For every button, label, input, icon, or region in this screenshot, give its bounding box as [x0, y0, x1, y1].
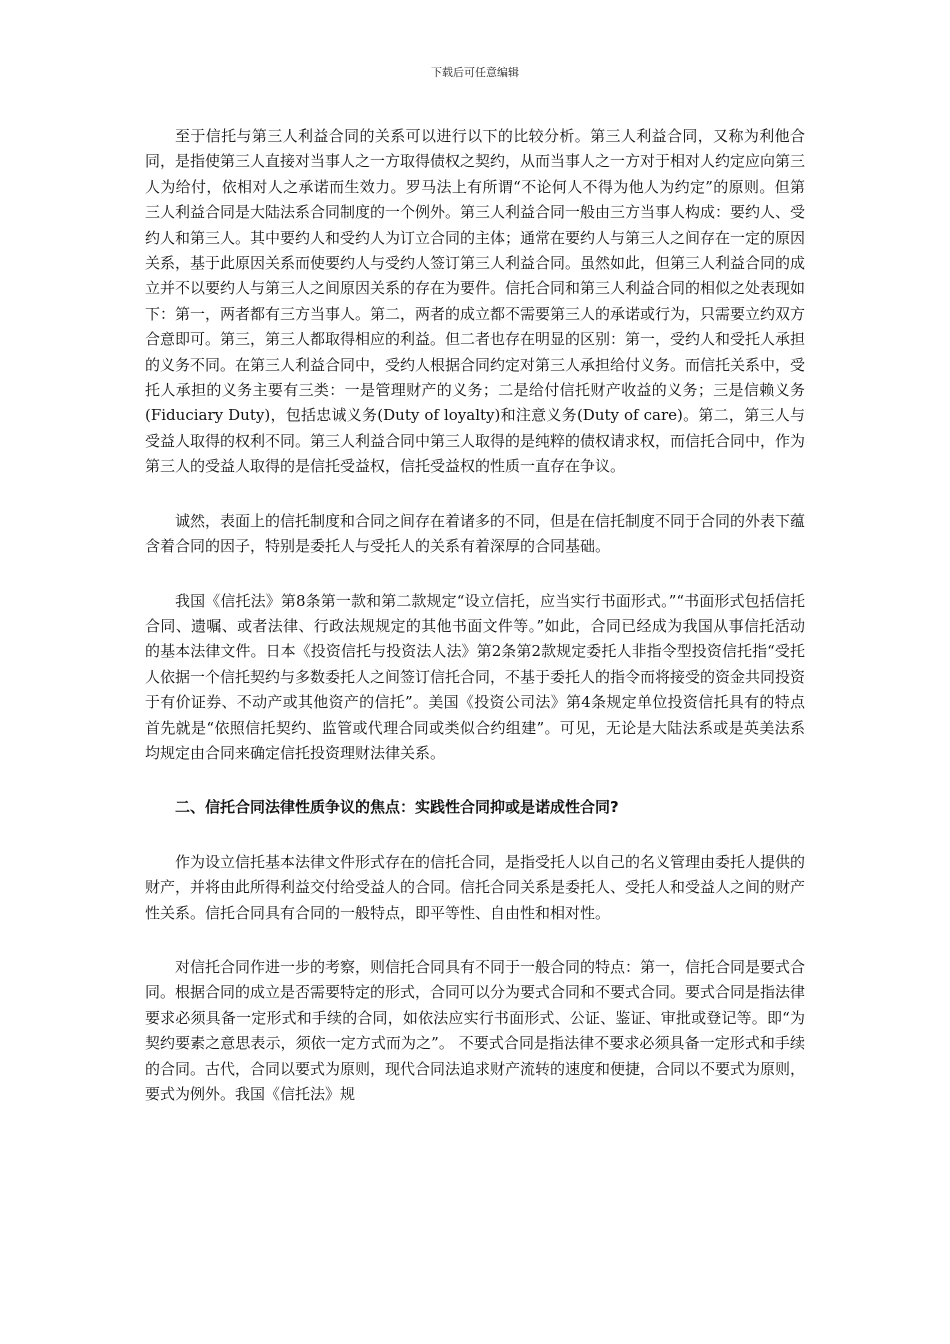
paragraph-third-party-contract: 至于信托与第三人利益合同的关系可以进行以下的比较分析。第三人利益合同，又称为利他合同，是指使第三人直接对当事人之一方取得债权之契约，从而当事人之一方对于相对人约定应向第三人为给付，依相对人之承诺而生效力。罗马法上有所谓“不论何人不得为他人为约定”的原则。但第三人利益合同是大陆法系合同制度的一个例外。第三人利益合同一般由三方当事人构成：要约人、受约人和第三人。其中要约人和受约人为订立合同的主体；通常在要约人与第三人之间存在一定的原因关系，基于此原因关系而使要约人与受约人签订第三人利益合同。虽然如此，但第三人利益合同的成立并不以要约人与第三人之间原因关系的存在为要件。信托合同和第三人利益合同的相似之处表现如下：第一，两者都有三方当事人。第二，两者的成立都不需要第三人的承诺或行为，只需要立约双方合意即可。第三，第三人都取得相应的利益。但二者也存在明显的区别：第一，受约人和受托人承担的义务不同。在第三人利益合同中，受约人根据合同约定对第三人承担给付义务。而信托关系中，受托人承担的义务主要有三类：一是管理财产的义务；二是给付信托财产收益的义务；三是信赖义务(Fiduciary Duty)，包括忠诚义务(Duty of loyalty)和注意义务(Duty of care)。第二，第三人与受益人取得的权利不同。第三人利益合同中第三人取得的是纯粹的债权请求权，而信托合同中，作为第三人的受益人取得的是信托受益权，信托受益权的性质一直存在争议。	[145, 127, 806, 476]
paragraph-trust-law: 我国《信托法》第8条第一款和第二款规定“设立信托，应当实行书面形式。”“书面形式包括信托合同、遗嘱、或者法律、行政法规规定的其他书面文件等。”如此，合同已经成为我国从事信托活动的基本法律文件。日本《投资信托与投资法人法》第2条第2款规定委托人非指令型投资信托指“受托人依据一个信托契约与多数委托人之间签订信托合同，不基于委托人的指令而将接受的资金共同投资于有价证券、不动产或其他资产的信托”。美国《投资公司法》第4条规定单位投资信托具有的特点首先就是“依照信托契约、监管或代理合同或类似合约组建”。可见，无论是大陆法系或是英美法系均规定由合同来确定信托投资理财法律关系。	[145, 591, 806, 762]
paragraph-formal-contract: 对信托合同作进一步的考察，则信托合同具有不同于一般合同的特点：第一，信托合同是要式合同。根据合同的成立是否需要特定的形式，合同可以分为要式合同和不要式合同。要式合同是指法律要求必须具备一定形式和手续的合同，如依法应实行书面形式、公证、鉴证、审批或登记等。即“为契约要素之意思表示，须依一定方式而为之”。 不要式合同是指法律不要求必须具备一定形式和手续的合同。古代，合同以要式为原则，现代合同法追求财产流转的速度和便捷，合同以不要式为原则，要式为例外。我国《信托法》规	[145, 957, 806, 1103]
paragraph-trust-contract-definition: 作为设立信托基本法律文件形式存在的信托合同，是指受托人以自己的名义管理由委托人提供的财产，并将由此所得利益交付给受益人的合同。信托合同关系是委托人、受托人和受益人之间的财产性关系。信托合同具有合同的一般特点，即平等性、自由性和相对性。	[145, 852, 806, 922]
document-body	[145, 124, 805, 1136]
paragraph-contract-basis: 诚然，表面上的信托制度和合同之间存在着诸多的不同，但是在信托制度不同于合同的外表下蕴含着合同的因子，特别是委托人与受托人的关系有着深厚的合同基础。	[145, 511, 806, 556]
section-heading: 二、信托合同法律性质争议的焦点：实践性合同抑或是诺成性合同?	[175, 798, 619, 817]
page-header: 下载后可任意编辑	[431, 66, 519, 79]
